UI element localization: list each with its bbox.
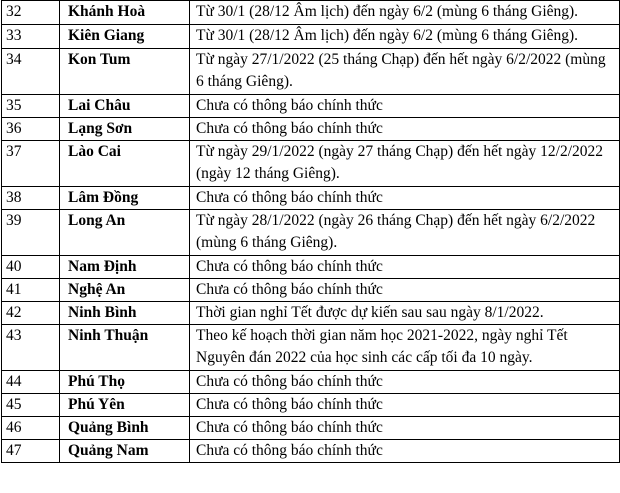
holiday-info: Chưa có thông báo chính thức: [190, 118, 620, 141]
province-name: Ninh Thuận: [60, 325, 190, 371]
row-number: 34: [2, 49, 60, 95]
province-name: Quảng Nam: [60, 440, 190, 463]
holiday-info: Chưa có thông báo chính thức: [190, 394, 620, 417]
table-row: [2, 302, 620, 325]
province-name: Lai Châu: [60, 95, 190, 118]
province-name: Lâm Đồng: [60, 187, 190, 210]
table-row: [2, 95, 620, 118]
row-number: 32: [2, 1, 60, 25]
table-row: [2, 279, 620, 302]
province-name: Nam Định: [60, 256, 190, 279]
table-row: [2, 417, 620, 440]
province-name: Ninh Bình: [60, 302, 190, 325]
row-number: 41: [2, 279, 60, 302]
row-number: 37: [2, 141, 60, 187]
table-row: [2, 394, 620, 417]
holiday-info: Chưa có thông báo chính thức: [190, 279, 620, 302]
table-row: [2, 118, 620, 141]
table-row: [2, 256, 620, 279]
row-number: 43: [2, 325, 60, 371]
holiday-info: Chưa có thông báo chính thức: [190, 417, 620, 440]
table-row: [2, 49, 620, 95]
table-row: [2, 187, 620, 210]
row-number: 45: [2, 394, 60, 417]
holiday-info: Chưa có thông báo chính thức: [190, 256, 620, 279]
table-row: [2, 210, 620, 256]
table-row: [2, 25, 620, 49]
province-name: Kiên Giang: [60, 25, 190, 49]
row-number: 42: [2, 302, 60, 325]
row-number: 33: [2, 25, 60, 49]
holiday-info: Thời gian nghỉ Tết được dự kiến sau sau ngày 8/1/2022.: [190, 302, 620, 325]
row-number: 38: [2, 187, 60, 210]
row-number: 36: [2, 118, 60, 141]
province-name: Lào Cai: [60, 141, 190, 187]
holiday-info: Chưa có thông báo chính thức: [190, 440, 620, 463]
province-name: Phú Thọ: [60, 371, 190, 394]
table-row: [2, 141, 620, 187]
table-row: [2, 440, 620, 463]
row-number: 47: [2, 440, 60, 463]
holiday-info: Chưa có thông báo chính thức: [190, 187, 620, 210]
holiday-info: Từ 30/1 (28/12 Âm lịch) đến ngày 6/2 (mùng 6 tháng Giêng).: [190, 25, 620, 49]
holiday-info: Từ ngày 27/1/2022 (25 tháng Chạp) đến hết ngày 6/2/2022 (mùng 6 tháng Giêng).: [190, 49, 620, 95]
holiday-info: Từ 30/1 (28/12 Âm lịch) đến ngày 6/2 (mùng 6 tháng Giêng).: [190, 1, 620, 25]
province-name: Nghệ An: [60, 279, 190, 302]
row-number: 39: [2, 210, 60, 256]
holiday-info: Theo kế hoạch thời gian năm học 2021-2022, ngày nghỉ Tết Nguyên đán 2022 của học sinh các cấp tối đa 10 ngày.: [190, 325, 620, 371]
table-row: [2, 371, 620, 394]
province-name: Long An: [60, 210, 190, 256]
province-name: Lạng Sơn: [60, 118, 190, 141]
province-name: Kon Tum: [60, 49, 190, 95]
tet-holiday-table: [1, 0, 620, 463]
holiday-info: Từ ngày 29/1/2022 (ngày 27 tháng Chạp) đến hết ngày 12/2/2022 (ngày 12 tháng Giêng).: [190, 141, 620, 187]
row-number: 44: [2, 371, 60, 394]
row-number: 40: [2, 256, 60, 279]
holiday-info: Chưa có thông báo chính thức: [190, 371, 620, 394]
province-name: Phú Yên: [60, 394, 190, 417]
holiday-info: Chưa có thông báo chính thức: [190, 95, 620, 118]
table-body: [2, 1, 620, 463]
holiday-info: Từ ngày 28/1/2022 (ngày 26 tháng Chạp) đến hết ngày 6/2/2022 (mùng 6 tháng Giêng).: [190, 210, 620, 256]
row-number: 46: [2, 417, 60, 440]
table-row: [2, 1, 620, 25]
province-name: Khánh Hoà: [60, 1, 190, 25]
table-row: [2, 325, 620, 371]
row-number: 35: [2, 95, 60, 118]
province-name: Quảng Bình: [60, 417, 190, 440]
